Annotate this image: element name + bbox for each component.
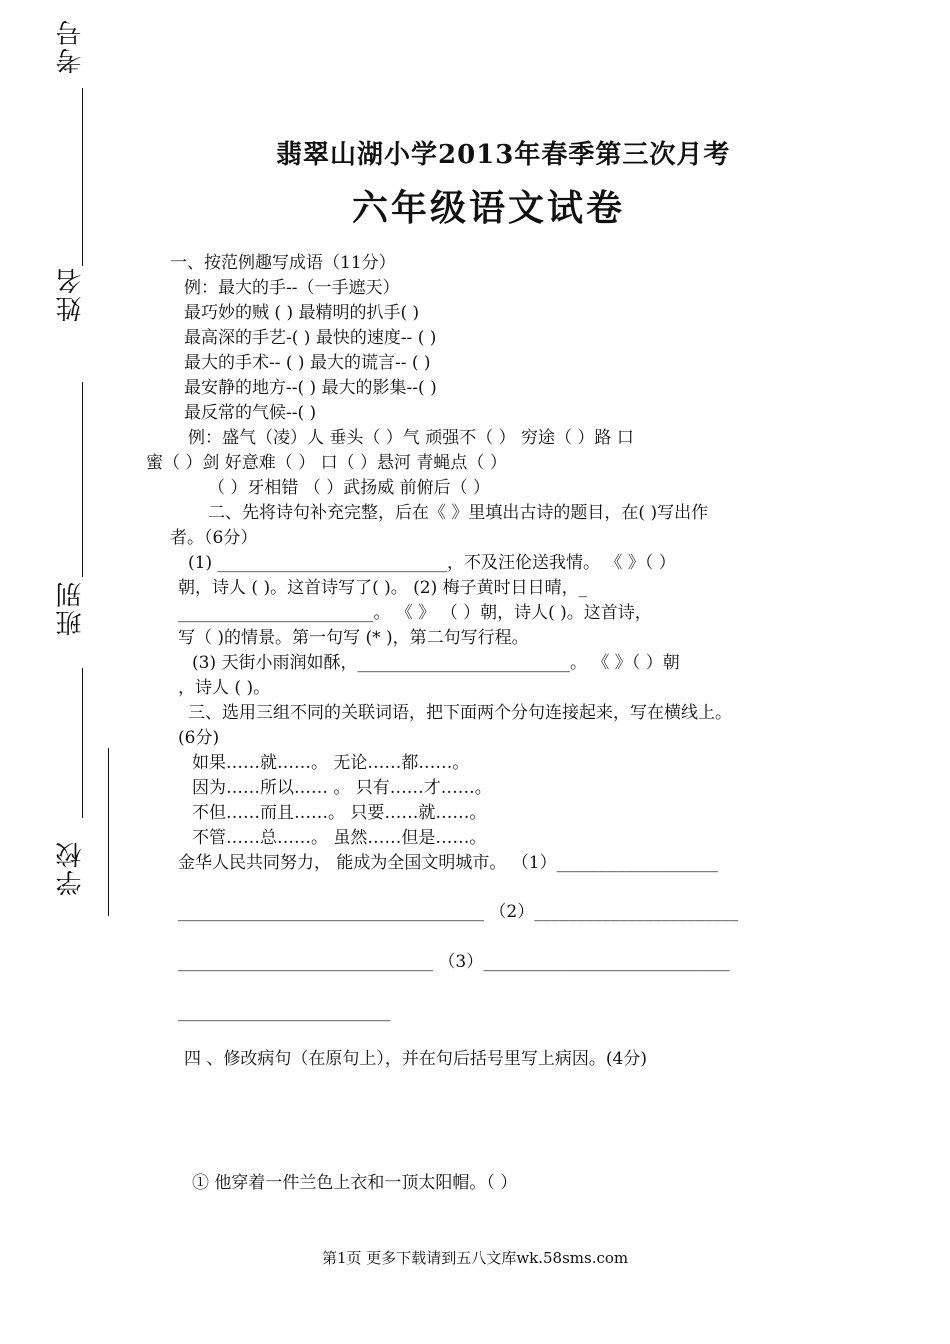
question-line: 最大的手术-- ( ) 最大的谎言-- ( ) [184, 353, 431, 373]
exam-subtitle: 翡翠山湖小学2013年春季第三次月考 [276, 140, 731, 170]
section-2-heading: 二、先将诗句补充完整，后在《 》里填出古诗的题目，在( )写出作 [208, 503, 709, 523]
question-line: 最高深的手艺-( ) 最快的速度-- ( ) [184, 328, 437, 348]
exam-number-line [82, 88, 83, 266]
question-line: ，诗人 ( )。 [178, 678, 271, 698]
conjunction-row: 不但……而且……。 只要……就……。 [192, 803, 487, 823]
conjunction-row: 因为……所以…… 。 只有……才……。 [192, 778, 492, 798]
exam-number-label: 考号 [56, 18, 86, 74]
question-line: （ ）牙相错 （ ）武扬威 前俯后（ ） [208, 478, 491, 498]
question-line: 写（ )的情景。第一句写 (* )，第二句写行程。 [178, 628, 529, 648]
class-label: 班别 [56, 580, 86, 636]
question-line: 最巧妙的贼 ( ) 最精明的扒手( ) [184, 303, 420, 323]
question-line: _______________________。 《 》 （ ）朝，诗人( )。这首诗， [178, 603, 652, 623]
school-line [108, 748, 109, 916]
page-footer: 第1页 更多下载请到五八文库wk.58sms.com [322, 1249, 629, 1267]
question-line: 金华人民共同努力， 能成为全国文明城市。 （1）___________________ [178, 853, 719, 873]
name-label: 姓名 [56, 266, 86, 322]
question-line: 朝，诗人 ( )。这首诗写了( )。 (2) 梅子黄时日日晴，_ [178, 578, 588, 598]
question-line: 例：最大的手--（一手遮天） [184, 278, 400, 298]
question-line: 最反常的气候--( ) [184, 403, 317, 423]
exam-title: 六年级语文试卷 [352, 187, 626, 229]
section-1-heading: 一、按范例趣写成语（11分） [170, 253, 396, 273]
answer-line[interactable]: ____________________________________ （2）________________________ [178, 902, 739, 922]
conjunction-row: 如果……就……。 无论……都……。 [192, 753, 470, 773]
question-line: 蜜（ ）剑 好意难（ ） 口（ ）悬河 青蝇点（ ） [146, 453, 507, 473]
name-line [82, 382, 83, 577]
question-line: (1) ___________________________，不及汪伦送我情。 《 》（ ） [188, 553, 676, 573]
question-line: (6分) [178, 728, 220, 748]
conjunction-row: 不管……总……。 虽然……但是……。 [192, 828, 487, 848]
question-line: 最安静的地方--( ) 最大的影集--( ) [184, 378, 437, 398]
question-line: (3) 天街小雨润如酥，_________________________。 《 》（ ）朝 [192, 653, 680, 673]
school-label: 学校 [56, 840, 86, 896]
question-line: ① 他穿着一件兰色上衣和一顶太阳帽。（ ） [192, 1173, 518, 1193]
section-4-heading: 四 、修改病句（在原句上），并在句后括号里写上病因。(4分) [184, 1049, 647, 1069]
section-3-heading: 三、选用三组不同的关联词语，把下面两个分句连接起来，写在横线上。 [188, 703, 732, 723]
answer-line[interactable]: _________________________ [178, 1002, 391, 1022]
question-line: 者。（6分） [170, 528, 258, 548]
answer-line[interactable]: ______________________________ （3）_____________________________ [178, 952, 730, 972]
class-line [82, 668, 83, 818]
question-line: 例：盛气（凌）人 垂头（ ）气 顽强不（ ） 穷途（ ）路 口 [188, 428, 634, 448]
